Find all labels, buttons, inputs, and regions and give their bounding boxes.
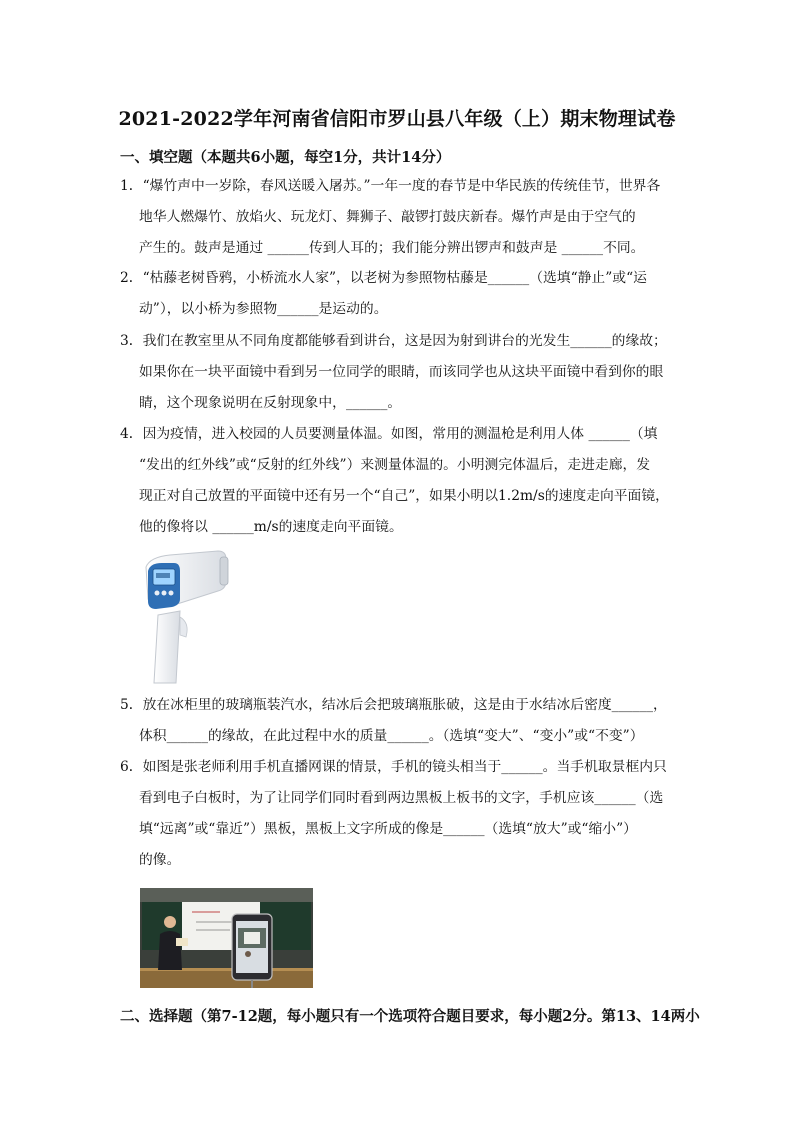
- question-6-line-4: 的像。: [139, 852, 181, 868]
- question-1-line-2: 地华人燃爆竹、放焰火、玩龙灯、舞狮子、敲锣打鼓庆新春。爆竹声是由于空气的: [139, 209, 636, 225]
- question-2-line-2: 动”），以小桥为参照物______是运动的。: [139, 301, 388, 317]
- question-4-line-1: 4．因为疫情，进入校园的人员要测量体温。如图，常用的测温枪是利用人体 ______（填: [120, 426, 658, 442]
- question-2-line-1: 2．“枯藤老树昏鸦，小桥流水人家”，以老树为参照物枯藤是______（选填“静止”或“运: [120, 270, 647, 286]
- section-heading-multiple-choice: 二、选择题（第7-12题，每小题只有一个选项符合题目要求，每小题2分。第13、14两小: [120, 1008, 700, 1025]
- question-4-line-4: 他的像将以 ______m/s的速度走向平面镜。: [139, 519, 403, 535]
- question-1: [120, 171, 700, 264]
- question-4-line-3: 现正对自己放置的平面镜中还有另一个“自己”，如果小明以1.2m/s的速度走向平面镜，: [139, 488, 669, 504]
- question-3-line-1: 3．我们在教室里从不同角度都能够看到讲台，这是因为射到讲台的光发生______的缘故；: [120, 333, 667, 349]
- question-1-line-1: 1．“爆竹声中一岁除，春风送暖入屠苏。”一年一度的春节是中华民族的传统佳节，世界各: [120, 178, 661, 194]
- page-title: 2021-2022学年河南省信阳市罗山县八年级（上）期末物理试卷: [118, 108, 676, 130]
- classroom-livestream-image: [140, 888, 313, 988]
- question-1-line-3: 产生的。鼓声是通过 ______传到人耳的；我们能分辨出锣声和鼓声是 ______不同。: [139, 240, 645, 256]
- question-5-line-2: 体积______的缘故，在此过程中水的质量______。（选填“变大”、“变小”或“不变”）: [139, 728, 644, 744]
- question-3-line-2: 如果你在一块平面镜中看到另一位同学的眼睛，而该同学也从这块平面镜中看到你的眼: [139, 364, 664, 380]
- question-3-line-3: 睛，这个现象说明在反射现象中，______。: [139, 395, 402, 411]
- thermometer-gun-image: [140, 545, 235, 685]
- question-6: [120, 752, 700, 876]
- question-2: [120, 263, 700, 325]
- question-5: [120, 690, 700, 752]
- question-3: [120, 326, 700, 419]
- question-5-line-1: 5．放在冰柜里的玻璃瓶装汽水，结冰后会把玻璃瓶胀破，这是由于水结冰后密度______，: [120, 697, 667, 713]
- question-4-line-2: “发出的红外线”或“反射的红外线”）来测量体温的。小明测完体温后，走进走廊，发: [139, 457, 651, 473]
- section-heading-fill-blank: 一、填空题（本题共6小题，每空1分，共计14分）: [120, 149, 451, 166]
- question-6-line-1: 6．如图是张老师利用手机直播网课的情景，手机的镜头相当于______。当手机取景框内只: [120, 759, 667, 775]
- question-6-line-2: 看到电子白板时，为了让同学们同时看到两边黑板上板书的文字，手机应该______（选: [139, 790, 664, 806]
- question-6-line-3: 填“远离”或“靠近”）黑板，黑板上文字所成的像是______（选填“放大”或“缩小”）: [139, 821, 637, 837]
- question-4: [120, 419, 700, 543]
